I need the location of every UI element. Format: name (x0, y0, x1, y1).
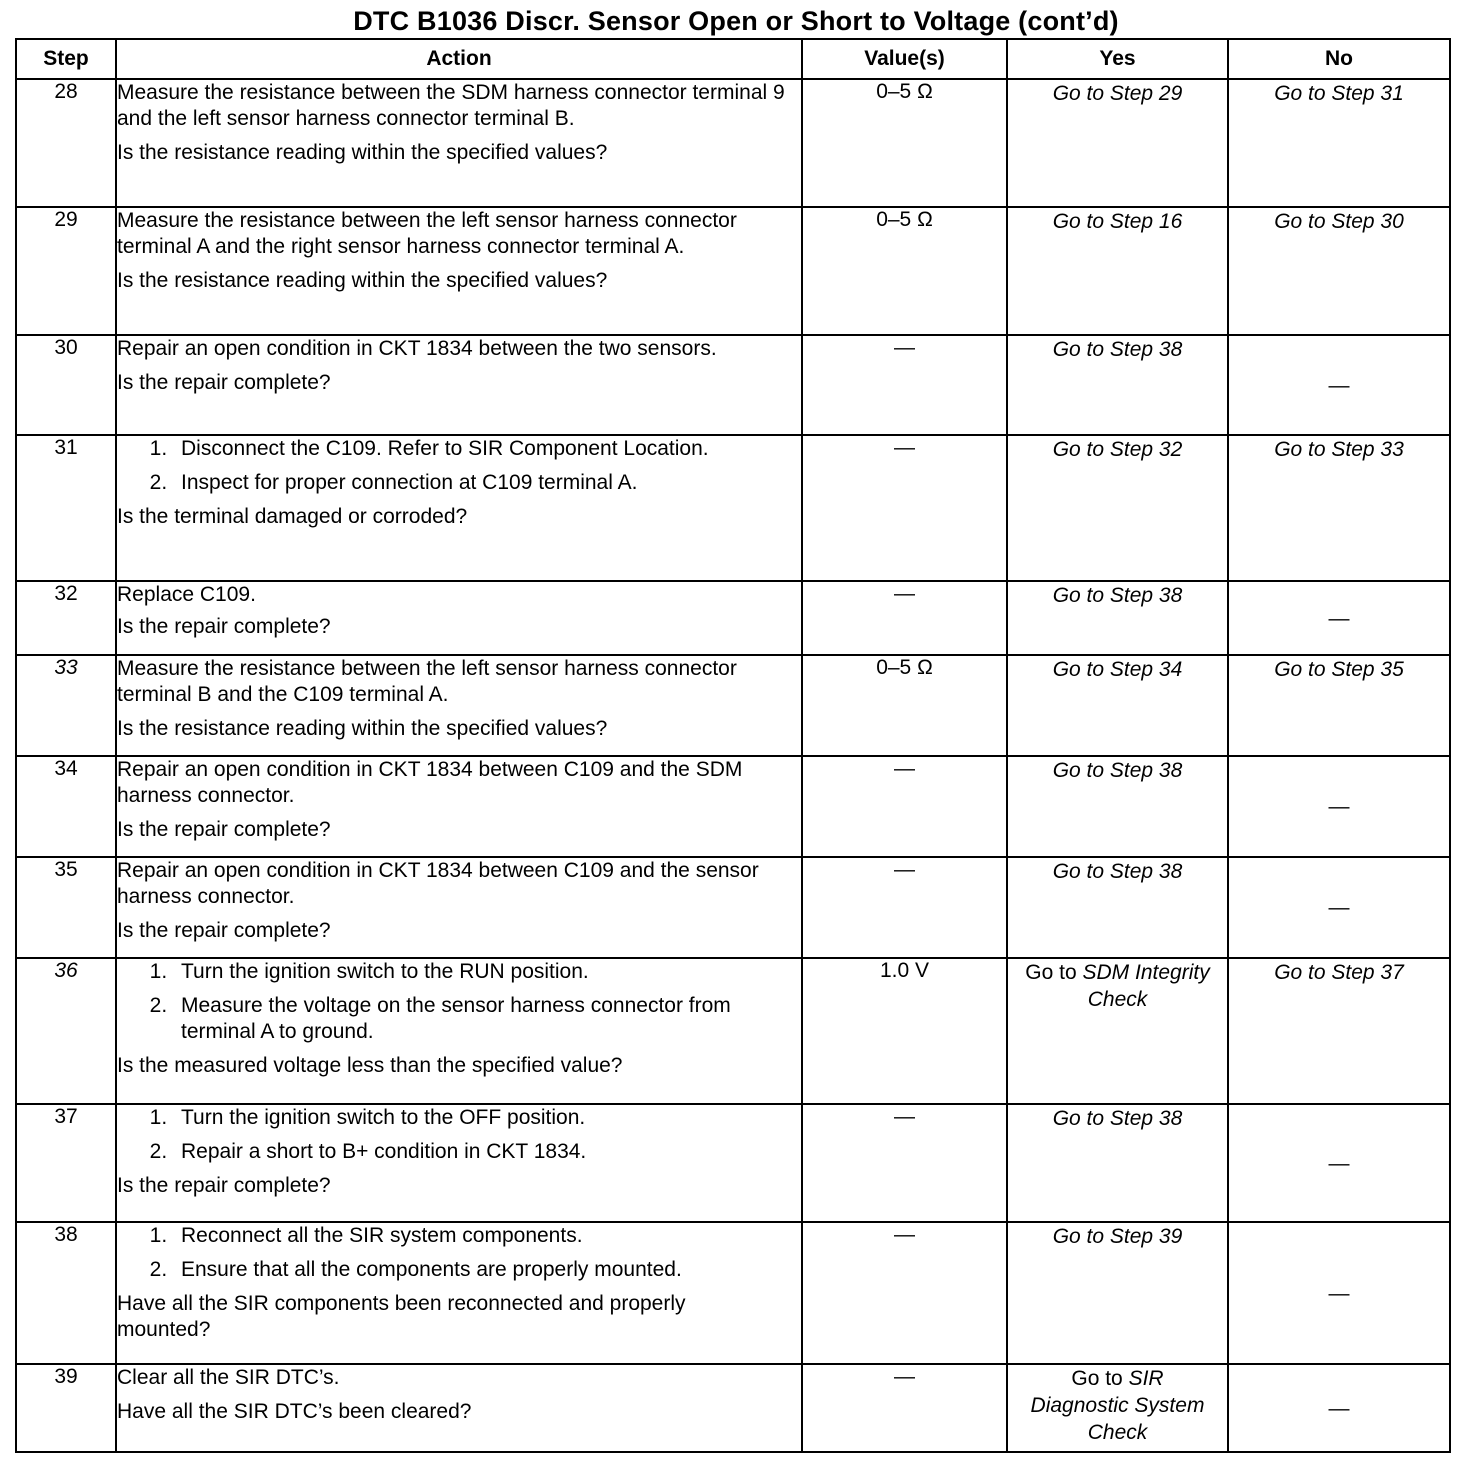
step-number: 32 (16, 581, 116, 655)
yes-prefix: Go to (1025, 961, 1077, 984)
value-cell: — (802, 581, 1007, 655)
step-number: 36 (16, 958, 116, 1104)
step-number: 38 (16, 1222, 116, 1364)
header-action: Action (116, 39, 802, 79)
action-steps-list (117, 1105, 801, 1165)
yes-link[interactable]: Go to Step 38 (1007, 756, 1228, 857)
action-cell (116, 79, 802, 207)
action-instruction: Measure the resistance between the left sensor harness connector terminal A and the right sensor harness connector terminal A. (117, 209, 737, 258)
action-cell (116, 435, 802, 581)
no-link[interactable]: Go to Step 33 (1228, 435, 1450, 581)
action-instruction: Repair an open condition in CKT 1834 between the two sensors. (117, 337, 717, 360)
step-number: 29 (16, 207, 116, 335)
list-item: 2. Repair a short to B+ condition in CKT 1834. (173, 1139, 801, 1165)
yes-cell (1007, 958, 1228, 1104)
action-steps-list (117, 1223, 801, 1283)
action-question: Have all the SIR DTC’s been cleared? (117, 1400, 472, 1423)
header-step: Step (16, 39, 116, 79)
table-row (16, 1222, 1450, 1364)
action-steps-list (117, 959, 801, 1045)
action-instruction: Measure the resistance between the SDM harness connector terminal 9 and the left sensor harness connector terminal B. (117, 81, 785, 130)
table-row (16, 655, 1450, 756)
list-item: 1. Disconnect the C109. Refer to SIR Component Location. (173, 436, 801, 462)
action-question: Is the repair complete? (117, 615, 331, 638)
action-cell (116, 756, 802, 857)
step-number: 30 (16, 335, 116, 435)
yes-link[interactable]: Go to Step 38 (1007, 335, 1228, 435)
table-row (16, 79, 1450, 207)
action-cell (116, 655, 802, 756)
no-value: — (1228, 756, 1450, 857)
value-cell: — (802, 857, 1007, 958)
no-value: — (1228, 1222, 1450, 1364)
table-row (16, 857, 1450, 958)
yes-link[interactable]: Go to Step 32 (1007, 435, 1228, 581)
value-cell: 1.0 V (802, 958, 1007, 1104)
list-item: 2. Measure the voltage on the sensor harness connector from terminal A to ground. (173, 993, 801, 1045)
table-row (16, 1104, 1450, 1222)
action-cell (116, 207, 802, 335)
action-instruction: Measure the resistance between the left sensor harness connector terminal B and the C109 terminal A. (117, 657, 737, 706)
action-question: Is the repair complete? (117, 818, 331, 841)
diagnostic-table (15, 38, 1451, 1453)
action-instruction: Clear all the SIR DTC’s. (117, 1366, 340, 1389)
step-number: 31 (16, 435, 116, 581)
no-value: — (1228, 335, 1450, 435)
header-yes: Yes (1007, 39, 1228, 79)
no-link[interactable]: Go to Step 31 (1228, 79, 1450, 207)
yes-link[interactable]: Go to Step 16 (1007, 207, 1228, 335)
no-link[interactable]: Go to Step 30 (1228, 207, 1450, 335)
step-number: 28 (16, 79, 116, 207)
action-cell (116, 335, 802, 435)
step-number: 35 (16, 857, 116, 958)
table-row (16, 207, 1450, 335)
action-question: Is the resistance reading within the specified values? (117, 269, 608, 292)
action-cell (116, 1222, 802, 1364)
yes-link[interactable]: SIR Diagnostic System Check (1030, 1367, 1205, 1444)
yes-link[interactable]: Go to Step 29 (1007, 79, 1228, 207)
table-row (16, 958, 1450, 1104)
yes-prefix: Go to (1071, 1367, 1123, 1390)
action-instruction: Repair an open condition in CKT 1834 between C109 and the SDM harness connector. (117, 758, 743, 807)
yes-link[interactable]: Go to Step 38 (1007, 857, 1228, 958)
step-number: 39 (16, 1364, 116, 1452)
yes-link[interactable]: Go to Step 38 (1007, 581, 1228, 655)
yes-cell (1007, 1364, 1228, 1452)
value-cell: 0–5 Ω (802, 207, 1007, 335)
value-cell: — (802, 1104, 1007, 1222)
action-question: Is the terminal damaged or corroded? (117, 505, 468, 528)
action-question: Is the measured voltage less than the specified value? (117, 1054, 623, 1077)
table-row (16, 335, 1450, 435)
step-number: 37 (16, 1104, 116, 1222)
table-header-row (16, 39, 1450, 79)
yes-link[interactable]: Go to Step 34 (1007, 655, 1228, 756)
action-instruction: Replace C109. (117, 583, 256, 606)
action-cell (116, 1364, 802, 1452)
list-item: 1. Turn the ignition switch to the OFF position. (173, 1105, 801, 1131)
action-question: Is the repair complete? (117, 919, 331, 942)
value-cell: — (802, 335, 1007, 435)
table-row (16, 435, 1450, 581)
list-item: 2. Ensure that all the components are properly mounted. (173, 1257, 801, 1283)
action-cell (116, 958, 802, 1104)
table-row (16, 581, 1450, 655)
list-item: 2. Inspect for proper connection at C109 terminal A. (173, 470, 801, 496)
yes-link[interactable]: Go to Step 39 (1007, 1222, 1228, 1364)
value-cell: 0–5 Ω (802, 79, 1007, 207)
table-row (16, 756, 1450, 857)
action-steps-list (117, 436, 801, 496)
table-row (16, 1364, 1450, 1452)
list-item: 1. Turn the ignition switch to the RUN position. (173, 959, 801, 985)
action-instruction: Repair an open condition in CKT 1834 between C109 and the sensor harness connector. (117, 859, 759, 908)
step-number: 34 (16, 756, 116, 857)
list-item: 1. Reconnect all the SIR system components. (173, 1223, 801, 1249)
no-link[interactable]: Go to Step 35 (1228, 655, 1450, 756)
header-no: No (1228, 39, 1450, 79)
action-cell (116, 1104, 802, 1222)
step-number: 33 (16, 655, 116, 756)
value-cell: 0–5 Ω (802, 655, 1007, 756)
action-question: Have all the SIR components been reconnected and properly mounted? (117, 1292, 686, 1341)
action-cell (116, 857, 802, 958)
action-question: Is the repair complete? (117, 1174, 331, 1197)
action-question: Is the resistance reading within the specified values? (117, 141, 608, 164)
action-cell (116, 581, 802, 655)
no-link[interactable]: Go to Step 37 (1228, 958, 1450, 1104)
action-question: Is the repair complete? (117, 371, 331, 394)
yes-link[interactable]: Go to Step 38 (1007, 1104, 1228, 1222)
page-title: DTC B1036 Discr. Sensor Open or Short to Voltage (cont’d) (353, 6, 1119, 36)
value-cell: — (802, 1364, 1007, 1452)
no-value: — (1228, 857, 1450, 958)
no-value: — (1228, 1104, 1450, 1222)
value-cell: — (802, 435, 1007, 581)
header-values: Value(s) (802, 39, 1007, 79)
value-cell: — (802, 1222, 1007, 1364)
yes-link[interactable]: SDM Integrity Check (1082, 961, 1210, 1011)
value-cell: — (802, 756, 1007, 857)
no-value: — (1228, 1364, 1450, 1452)
no-value: — (1228, 581, 1450, 655)
action-question: Is the resistance reading within the specified values? (117, 717, 608, 740)
